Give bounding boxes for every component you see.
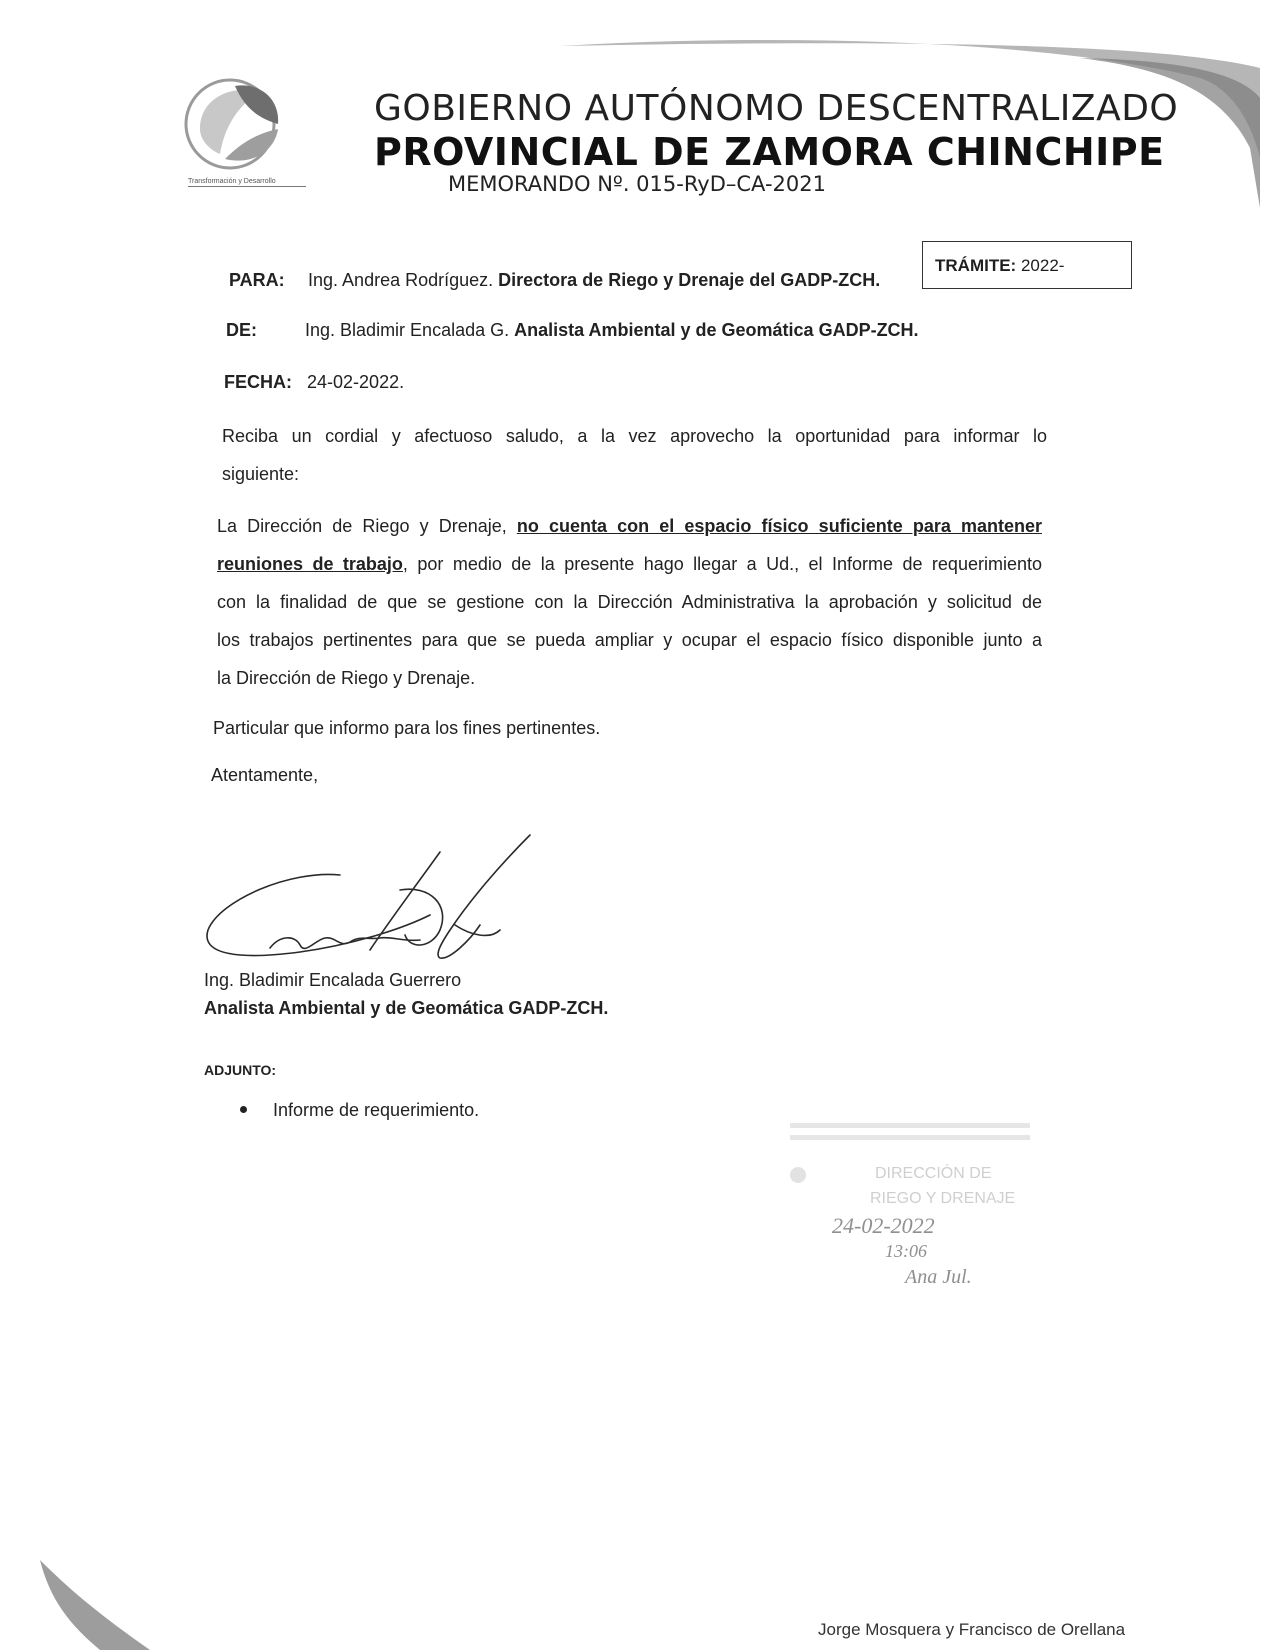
header-line-1: GOBIERNO AUTÓNOMO DESCENTRALIZADO — [374, 88, 1179, 129]
gadp-logo-icon — [180, 74, 300, 174]
de-label: DE: — [226, 320, 257, 340]
logo-caption: Transformación y Desarrollo — [188, 178, 306, 187]
main-intro: La Dirección de Riego y Drenaje, — [217, 516, 517, 536]
signatory-role: Analista Ambiental y de Geomática GADP-ZCH. — [204, 998, 609, 1018]
main-line-1 — [217, 507, 1042, 545]
para-row — [229, 270, 880, 291]
header-line-2: PROVINCIAL DE ZAMORA CHINCHIPE — [374, 130, 1165, 174]
valediction-text: Atentamente, — [211, 765, 319, 785]
greeting-line-2: siguiente: — [222, 464, 300, 484]
closing-text: Particular que informo para los fines pertinentes. — [213, 718, 601, 738]
attachment-item — [240, 1100, 479, 1121]
para-name: Ing. Andrea Rodríguez. — [308, 270, 494, 290]
de-row — [226, 320, 919, 341]
de-role: Analista Ambiental y de Geomática GADP-ZCH. — [514, 320, 919, 340]
main-line-5: la Dirección de Riego y Drenaje. — [217, 668, 476, 688]
main-line-3: con la finalidad de que se gestione con la Dirección Administrativa la aprobación y solicitud de — [217, 592, 1042, 612]
main-paragraph — [217, 507, 1042, 697]
reception-stamp — [780, 1115, 1040, 1305]
attachment-item-label: Informe de requerimiento. — [273, 1100, 480, 1120]
de-name: Ing. Bladimir Encalada G. — [305, 320, 510, 340]
bullet-icon — [240, 1106, 247, 1113]
fecha-value: 24-02-2022. — [307, 372, 405, 392]
tramite-label: TRÁMITE: — [935, 256, 1017, 275]
fecha-row — [224, 372, 404, 393]
main-emphasis-1: no cuenta con el espacio físico suficiente para mantener — [516, 516, 1042, 536]
tramite-box — [922, 241, 1132, 289]
fecha-label: FECHA: — [224, 372, 292, 392]
footer-address: Jorge Mosquera y Francisco de Orellana — [818, 1620, 1126, 1639]
main-line-2-rest: , por medio de la presente hago llegar a Ud., el Informe de requerimiento — [402, 554, 1042, 574]
tramite-value: 2022- — [1020, 256, 1065, 275]
signatory-name: Ing. Bladimir Encalada Guerrero — [204, 970, 462, 990]
memo-number: MEMORANDO Nº. 015-RyD–CA-2021 — [448, 172, 826, 196]
greeting-line-1: Reciba un cordial y afectuoso saludo, a la vez aprovecho la oportunidad para informar lo — [222, 426, 1047, 446]
main-line-4: los trabajos pertinentes para que se pueda ampliar y ocupar el espacio físico disponible junto a — [217, 630, 1042, 650]
stamp-line-2: RIEGO Y DRENAJE — [870, 1190, 1016, 1207]
main-line-2 — [217, 545, 1042, 583]
para-role: Directora de Riego y Drenaje del GADP-ZCH. — [498, 270, 881, 290]
attachments-title: ADJUNTO: — [204, 1062, 277, 1078]
para-label: PARA: — [229, 270, 285, 290]
footer-swoosh-decoration — [40, 1560, 160, 1650]
stamp-line-1: DIRECCIÓN DE — [875, 1165, 992, 1182]
stamp-handwritten-initials: Ana Jul. — [905, 1266, 972, 1288]
greeting-paragraph — [222, 417, 1047, 493]
handwritten-signature — [200, 830, 540, 970]
main-emphasis-2: reuniones de trabajo — [217, 554, 403, 574]
stamp-handwritten-time: 13:06 — [885, 1241, 927, 1261]
stamp-handwritten-date: 24-02-2022 — [832, 1213, 935, 1238]
